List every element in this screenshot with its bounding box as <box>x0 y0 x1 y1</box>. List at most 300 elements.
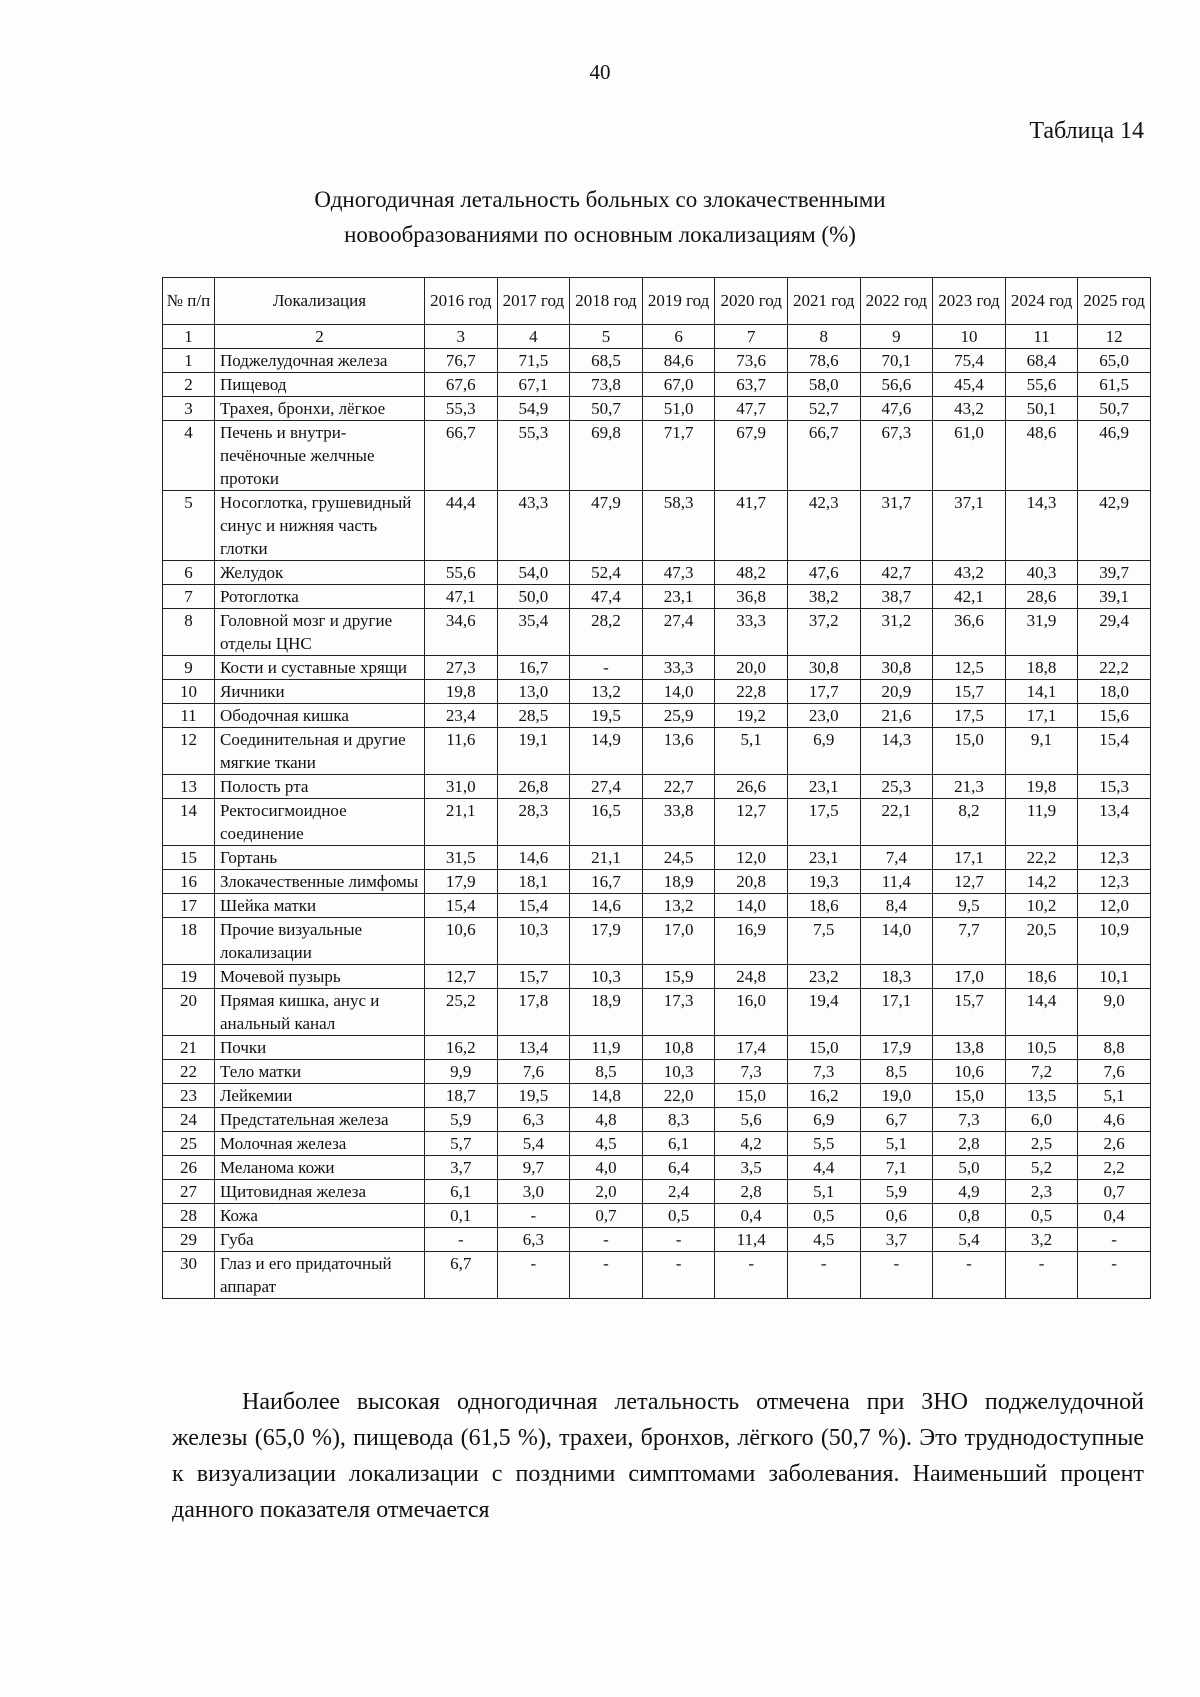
value-cell: 8,2 <box>933 799 1006 846</box>
value-cell: 23,1 <box>642 585 715 609</box>
value-cell: 9,1 <box>1005 728 1078 775</box>
value-cell: 15,4 <box>1078 728 1151 775</box>
value-cell: 5,6 <box>715 1108 788 1132</box>
value-cell: 8,5 <box>860 1060 933 1084</box>
localization-cell: Желудок <box>215 561 425 585</box>
title-line-2: новообразованиями по основным локализациям (%) <box>344 222 856 247</box>
value-cell: 0,5 <box>787 1204 860 1228</box>
value-cell: 27,4 <box>642 609 715 656</box>
value-cell: 23,2 <box>787 965 860 989</box>
value-cell: 47,4 <box>570 585 643 609</box>
row-number: 17 <box>163 894 215 918</box>
value-cell: 19,2 <box>715 704 788 728</box>
value-cell: 47,7 <box>715 397 788 421</box>
value-cell: 12,5 <box>933 656 1006 680</box>
header-num: № п/п <box>163 278 215 325</box>
row-number: 3 <box>163 397 215 421</box>
value-cell: 8,8 <box>1078 1036 1151 1060</box>
value-cell: 16,7 <box>497 656 570 680</box>
row-number: 20 <box>163 989 215 1036</box>
localization-cell: Предстательная железа <box>215 1108 425 1132</box>
value-cell: 14,6 <box>570 894 643 918</box>
value-cell: 47,3 <box>642 561 715 585</box>
row-number: 28 <box>163 1204 215 1228</box>
row-number: 14 <box>163 799 215 846</box>
localization-cell: Прямая кишка, анус и анальный канал <box>215 989 425 1036</box>
value-cell: 2,8 <box>933 1132 1006 1156</box>
value-cell: 4,9 <box>933 1180 1006 1204</box>
value-cell: 61,0 <box>933 421 1006 491</box>
value-cell: - <box>860 1252 933 1299</box>
value-cell: 15,7 <box>933 680 1006 704</box>
value-cell: 40,3 <box>1005 561 1078 585</box>
localization-cell: Щитовидная железа <box>215 1180 425 1204</box>
page-number: 40 <box>589 60 611 84</box>
value-cell: 50,7 <box>1078 397 1151 421</box>
value-cell: 9,0 <box>1078 989 1151 1036</box>
value-cell: 54,0 <box>497 561 570 585</box>
localization-cell: Тело матки <box>215 1060 425 1084</box>
header-year: 2022 год <box>860 278 933 325</box>
value-cell: 28,6 <box>1005 585 1078 609</box>
row-number: 9 <box>163 656 215 680</box>
value-cell: 5,9 <box>860 1180 933 1204</box>
value-cell: 67,6 <box>425 373 498 397</box>
value-cell: 2,5 <box>1005 1132 1078 1156</box>
localization-cell: Мочевой пузырь <box>215 965 425 989</box>
value-cell: 56,6 <box>860 373 933 397</box>
value-cell: 39,1 <box>1078 585 1151 609</box>
value-cell: 13,2 <box>642 894 715 918</box>
value-cell: 31,5 <box>425 846 498 870</box>
row-number: 4 <box>163 421 215 491</box>
value-cell: 8,4 <box>860 894 933 918</box>
value-cell: 75,4 <box>933 349 1006 373</box>
value-cell: 41,7 <box>715 491 788 561</box>
table-header-row <box>163 278 1151 325</box>
value-cell: 16,9 <box>715 918 788 965</box>
value-cell: 3,7 <box>860 1228 933 1252</box>
value-cell: 58,0 <box>787 373 860 397</box>
value-cell: 5,4 <box>497 1132 570 1156</box>
value-cell: 4,8 <box>570 1108 643 1132</box>
value-cell: 22,7 <box>642 775 715 799</box>
value-cell: 5,1 <box>787 1180 860 1204</box>
value-cell: 48,2 <box>715 561 788 585</box>
row-number: 1 <box>163 349 215 373</box>
table-row <box>163 1180 1151 1204</box>
value-cell: 11,4 <box>715 1228 788 1252</box>
value-cell: 10,9 <box>1078 918 1151 965</box>
value-cell: 25,2 <box>425 989 498 1036</box>
value-cell: 58,3 <box>642 491 715 561</box>
value-cell: 31,0 <box>425 775 498 799</box>
value-cell: 19,8 <box>1005 775 1078 799</box>
value-cell: 55,3 <box>425 397 498 421</box>
value-cell: 11,4 <box>860 870 933 894</box>
value-cell: 24,8 <box>715 965 788 989</box>
value-cell: 15,0 <box>933 1084 1006 1108</box>
value-cell: 5,9 <box>425 1108 498 1132</box>
value-cell: 0,7 <box>570 1204 643 1228</box>
table-row <box>163 609 1151 656</box>
value-cell: 38,7 <box>860 585 933 609</box>
value-cell: 31,2 <box>860 609 933 656</box>
value-cell: 12,7 <box>933 870 1006 894</box>
value-cell: 84,6 <box>642 349 715 373</box>
value-cell: 47,9 <box>570 491 643 561</box>
header-localization: Локализация <box>215 278 425 325</box>
value-cell: 12,3 <box>1078 846 1151 870</box>
value-cell: 18,9 <box>642 870 715 894</box>
value-cell: 6,3 <box>497 1228 570 1252</box>
value-cell: 6,9 <box>787 728 860 775</box>
value-cell: 28,2 <box>570 609 643 656</box>
table-row <box>163 894 1151 918</box>
value-cell: 4,5 <box>787 1228 860 1252</box>
body-paragraph <box>172 1384 1144 1528</box>
value-cell: 65,0 <box>1078 349 1151 373</box>
value-cell: 4,5 <box>570 1132 643 1156</box>
value-cell: 20,5 <box>1005 918 1078 965</box>
table-row <box>163 870 1151 894</box>
value-cell: 50,7 <box>570 397 643 421</box>
value-cell: 69,8 <box>570 421 643 491</box>
column-index-cell: 11 <box>1005 325 1078 349</box>
value-cell: 14,4 <box>1005 989 1078 1036</box>
value-cell: - <box>933 1252 1006 1299</box>
row-number: 21 <box>163 1036 215 1060</box>
value-cell: 28,3 <box>497 799 570 846</box>
value-cell: 18,6 <box>1005 965 1078 989</box>
value-cell: 4,2 <box>715 1132 788 1156</box>
value-cell: 2,0 <box>570 1180 643 1204</box>
localization-cell: Злокачественные лимфомы <box>215 870 425 894</box>
value-cell: 18,3 <box>860 965 933 989</box>
value-cell: 26,6 <box>715 775 788 799</box>
value-cell: 36,8 <box>715 585 788 609</box>
value-cell: - <box>497 1252 570 1299</box>
value-cell: 27,3 <box>425 656 498 680</box>
value-cell: 5,7 <box>425 1132 498 1156</box>
value-cell: 5,1 <box>860 1132 933 1156</box>
value-cell: 16,2 <box>425 1036 498 1060</box>
value-cell: 17,4 <box>715 1036 788 1060</box>
value-cell: 22,2 <box>1005 846 1078 870</box>
value-cell: 17,1 <box>933 846 1006 870</box>
value-cell: 5,5 <box>787 1132 860 1156</box>
value-cell: 14,1 <box>1005 680 1078 704</box>
value-cell: 50,1 <box>1005 397 1078 421</box>
localization-cell: Трахея, бронхи, лёгкое <box>215 397 425 421</box>
column-index-cell: 6 <box>642 325 715 349</box>
value-cell: 17,9 <box>425 870 498 894</box>
value-cell: 43,3 <box>497 491 570 561</box>
value-cell: 71,7 <box>642 421 715 491</box>
value-cell: 47,1 <box>425 585 498 609</box>
value-cell: 19,8 <box>425 680 498 704</box>
localization-cell: Молочная железа <box>215 1132 425 1156</box>
value-cell: 8,3 <box>642 1108 715 1132</box>
value-cell: 14,8 <box>570 1084 643 1108</box>
value-cell: 67,1 <box>497 373 570 397</box>
value-cell: 14,0 <box>860 918 933 965</box>
column-index-cell: 8 <box>787 325 860 349</box>
value-cell: 7,3 <box>933 1108 1006 1132</box>
value-cell: 18,6 <box>787 894 860 918</box>
row-number: 25 <box>163 1132 215 1156</box>
table-row <box>163 397 1151 421</box>
value-cell: 12,0 <box>1078 894 1151 918</box>
localization-cell: Кожа <box>215 1204 425 1228</box>
value-cell: 13,0 <box>497 680 570 704</box>
table-row <box>163 585 1151 609</box>
header-year: 2025 год <box>1078 278 1151 325</box>
value-cell: 15,7 <box>933 989 1006 1036</box>
value-cell: 21,1 <box>425 799 498 846</box>
header-year: 2018 год <box>570 278 643 325</box>
value-cell: 20,8 <box>715 870 788 894</box>
value-cell: 18,7 <box>425 1084 498 1108</box>
table-row <box>163 1252 1151 1299</box>
localization-cell: Прочие визуальные локализации <box>215 918 425 965</box>
value-cell: 22,2 <box>1078 656 1151 680</box>
header-year: 2019 год <box>642 278 715 325</box>
value-cell: 4,0 <box>570 1156 643 1180</box>
header-year: 2023 год <box>933 278 1006 325</box>
value-cell: 67,9 <box>715 421 788 491</box>
value-cell: 14,3 <box>860 728 933 775</box>
value-cell: 14,9 <box>570 728 643 775</box>
value-cell: 19,5 <box>570 704 643 728</box>
value-cell: 67,0 <box>642 373 715 397</box>
table-row <box>163 1060 1151 1084</box>
value-cell: 33,3 <box>715 609 788 656</box>
value-cell: 7,2 <box>1005 1060 1078 1084</box>
value-cell: 3,7 <box>425 1156 498 1180</box>
value-cell: 45,4 <box>933 373 1006 397</box>
value-cell: 55,6 <box>1005 373 1078 397</box>
table-row <box>163 656 1151 680</box>
value-cell: 6,4 <box>642 1156 715 1180</box>
value-cell: 17,5 <box>933 704 1006 728</box>
value-cell: 54,9 <box>497 397 570 421</box>
value-cell: 7,4 <box>860 846 933 870</box>
value-cell: 47,6 <box>860 397 933 421</box>
column-index-cell: 2 <box>215 325 425 349</box>
value-cell: 10,2 <box>1005 894 1078 918</box>
row-number: 26 <box>163 1156 215 1180</box>
value-cell: 12,7 <box>715 799 788 846</box>
value-cell: 2,2 <box>1078 1156 1151 1180</box>
localization-cell: Пищевод <box>215 373 425 397</box>
value-cell: - <box>642 1252 715 1299</box>
value-cell: 18,8 <box>1005 656 1078 680</box>
value-cell: 16,0 <box>715 989 788 1036</box>
value-cell: 7,7 <box>933 918 1006 965</box>
value-cell: 10,6 <box>425 918 498 965</box>
value-cell: 15,9 <box>642 965 715 989</box>
table-row <box>163 846 1151 870</box>
value-cell: 18,1 <box>497 870 570 894</box>
value-cell: 2,6 <box>1078 1132 1151 1156</box>
value-cell: 6,7 <box>860 1108 933 1132</box>
table-label: Таблица 14 <box>1029 118 1144 144</box>
value-cell: 0,7 <box>1078 1180 1151 1204</box>
row-number: 16 <box>163 870 215 894</box>
lethality-table <box>162 277 1151 1299</box>
table-row <box>163 421 1151 491</box>
value-cell: 39,7 <box>1078 561 1151 585</box>
localization-cell: Шейка матки <box>215 894 425 918</box>
localization-cell: Меланома кожи <box>215 1156 425 1180</box>
value-cell: 50,0 <box>497 585 570 609</box>
row-number: 22 <box>163 1060 215 1084</box>
value-cell: 19,1 <box>497 728 570 775</box>
value-cell: 20,9 <box>860 680 933 704</box>
localization-cell: Печень и внутри-печёночные желчные протоки <box>215 421 425 491</box>
value-cell: 52,4 <box>570 561 643 585</box>
value-cell: 9,7 <box>497 1156 570 1180</box>
table-row <box>163 561 1151 585</box>
value-cell: 11,6 <box>425 728 498 775</box>
value-cell: 0,4 <box>715 1204 788 1228</box>
value-cell: 67,3 <box>860 421 933 491</box>
value-cell: 19,3 <box>787 870 860 894</box>
value-cell: 13,8 <box>933 1036 1006 1060</box>
value-cell: 26,8 <box>497 775 570 799</box>
value-cell: 25,9 <box>642 704 715 728</box>
value-cell: 6,1 <box>642 1132 715 1156</box>
value-cell: 11,9 <box>570 1036 643 1060</box>
value-cell: 78,6 <box>787 349 860 373</box>
value-cell: 33,3 <box>642 656 715 680</box>
value-cell: 6,9 <box>787 1108 860 1132</box>
value-cell: 17,1 <box>860 989 933 1036</box>
row-number: 29 <box>163 1228 215 1252</box>
value-cell: 7,5 <box>787 918 860 965</box>
value-cell: 3,0 <box>497 1180 570 1204</box>
value-cell: 15,0 <box>787 1036 860 1060</box>
table-title <box>0 182 1200 252</box>
header-year: 2021 год <box>787 278 860 325</box>
row-number: 18 <box>163 918 215 965</box>
value-cell: 24,5 <box>642 846 715 870</box>
value-cell: 7,1 <box>860 1156 933 1180</box>
row-number: 2 <box>163 373 215 397</box>
value-cell: 73,6 <box>715 349 788 373</box>
value-cell: 19,0 <box>860 1084 933 1108</box>
value-cell: 15,0 <box>715 1084 788 1108</box>
localization-cell: Глаз и его придаточный аппарат <box>215 1252 425 1299</box>
header-year: 2017 год <box>497 278 570 325</box>
row-number: 30 <box>163 1252 215 1299</box>
value-cell: 6,3 <box>497 1108 570 1132</box>
table-row <box>163 1156 1151 1180</box>
value-cell: 0,5 <box>1005 1204 1078 1228</box>
value-cell: 12,7 <box>425 965 498 989</box>
value-cell: 55,6 <box>425 561 498 585</box>
row-number: 24 <box>163 1108 215 1132</box>
row-number: 8 <box>163 609 215 656</box>
value-cell: 15,4 <box>425 894 498 918</box>
value-cell: 0,8 <box>933 1204 1006 1228</box>
value-cell: 5,1 <box>1078 1084 1151 1108</box>
value-cell: - <box>642 1228 715 1252</box>
value-cell: 5,0 <box>933 1156 1006 1180</box>
value-cell: 22,1 <box>860 799 933 846</box>
value-cell: 36,6 <box>933 609 1006 656</box>
value-cell: 13,5 <box>1005 1084 1078 1108</box>
value-cell: 66,7 <box>425 421 498 491</box>
value-cell: 15,7 <box>497 965 570 989</box>
row-number: 13 <box>163 775 215 799</box>
value-cell: 28,5 <box>497 704 570 728</box>
localization-cell: Почки <box>215 1036 425 1060</box>
value-cell: 16,7 <box>570 870 643 894</box>
value-cell: 5,2 <box>1005 1156 1078 1180</box>
value-cell: 9,9 <box>425 1060 498 1084</box>
value-cell: 47,6 <box>787 561 860 585</box>
value-cell: 17,8 <box>497 989 570 1036</box>
value-cell: 13,6 <box>642 728 715 775</box>
value-cell: 2,4 <box>642 1180 715 1204</box>
value-cell: 43,2 <box>933 397 1006 421</box>
value-cell: 33,8 <box>642 799 715 846</box>
value-cell: 18,9 <box>570 989 643 1036</box>
value-cell: 68,4 <box>1005 349 1078 373</box>
column-index-row <box>163 325 1151 349</box>
value-cell: 22,8 <box>715 680 788 704</box>
localization-cell: Головной мозг и другие отделы ЦНС <box>215 609 425 656</box>
value-cell: 76,7 <box>425 349 498 373</box>
value-cell: 13,2 <box>570 680 643 704</box>
localization-cell: Поджелудочная железа <box>215 349 425 373</box>
value-cell: 17,3 <box>642 989 715 1036</box>
value-cell: 48,6 <box>1005 421 1078 491</box>
value-cell: 42,7 <box>860 561 933 585</box>
localization-cell: Ободочная кишка <box>215 704 425 728</box>
value-cell: 23,1 <box>787 846 860 870</box>
value-cell: 10,3 <box>570 965 643 989</box>
value-cell: 0,5 <box>642 1204 715 1228</box>
table-row <box>163 1036 1151 1060</box>
value-cell: 27,4 <box>570 775 643 799</box>
value-cell: 10,3 <box>642 1060 715 1084</box>
value-cell: 63,7 <box>715 373 788 397</box>
value-cell: 21,1 <box>570 846 643 870</box>
value-cell: 10,1 <box>1078 965 1151 989</box>
localization-cell: Гортань <box>215 846 425 870</box>
value-cell: 0,6 <box>860 1204 933 1228</box>
table-row <box>163 373 1151 397</box>
value-cell: 44,4 <box>425 491 498 561</box>
header-year: 2024 год <box>1005 278 1078 325</box>
value-cell: 6,1 <box>425 1180 498 1204</box>
table-row <box>163 989 1151 1036</box>
value-cell: - <box>715 1252 788 1299</box>
value-cell: 66,7 <box>787 421 860 491</box>
localization-cell: Губа <box>215 1228 425 1252</box>
value-cell: 17,1 <box>1005 704 1078 728</box>
value-cell: 2,3 <box>1005 1180 1078 1204</box>
value-cell: 14,3 <box>1005 491 1078 561</box>
localization-cell: Носоглотка, грушевидный синус и нижняя часть глотки <box>215 491 425 561</box>
title-line-1: Одногодичная летальность больных со злокачественными <box>314 187 886 212</box>
localization-cell: Яичники <box>215 680 425 704</box>
value-cell: - <box>570 656 643 680</box>
row-number: 19 <box>163 965 215 989</box>
